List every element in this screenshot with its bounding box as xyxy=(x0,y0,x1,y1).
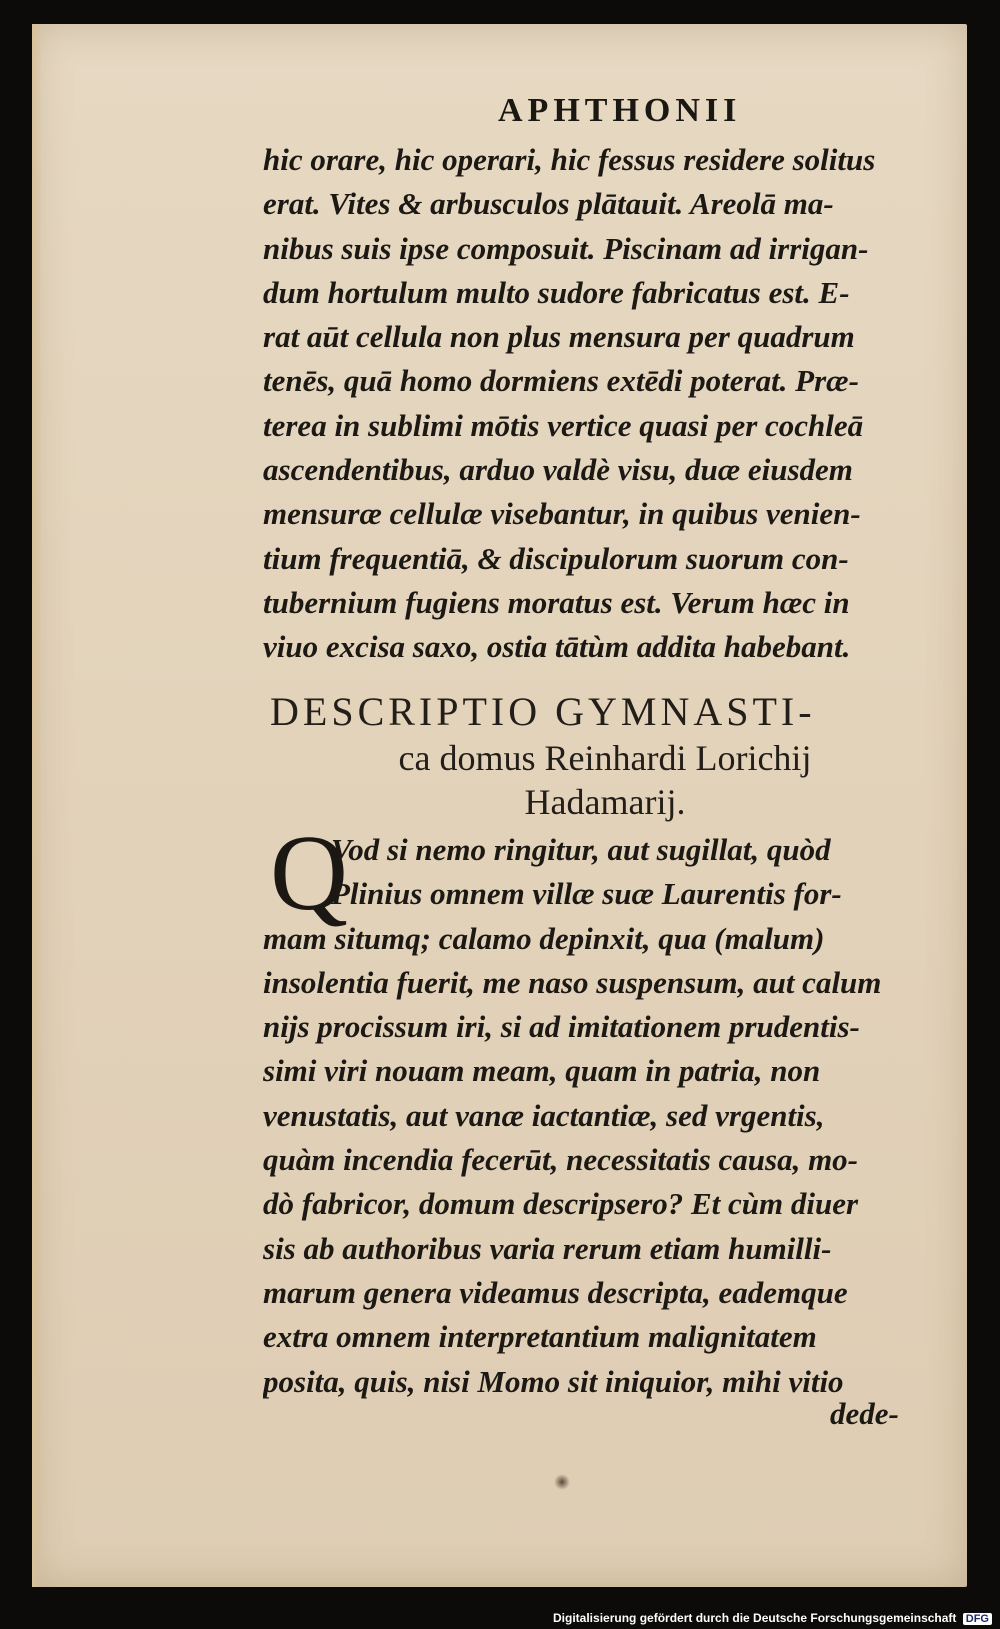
text-line: hic orare, hic operari, hic fessus residere solitus xyxy=(263,142,876,177)
digitization-footer xyxy=(553,1611,992,1625)
text-line: posita, quis, nisi Momo sit iniquior, mihi vitio xyxy=(263,1363,844,1399)
text-line: venustatis, aut vanæ iactantiæ, sed vrgentis, xyxy=(263,1097,825,1133)
text-line: simi viri nouam meam, quam in patria, non xyxy=(263,1053,821,1089)
text-line: erat. Vites & arbusculos plātauit. Areolā ma- xyxy=(263,186,834,222)
heading-line-2: ca domus Reinhardi Lorichij xyxy=(398,738,812,778)
text-line: Vod si nemo ringitur, aut sugillat, quòd xyxy=(331,832,831,867)
ink-smudge xyxy=(554,1474,570,1490)
text-line: marum genera videamus descripta, eademque xyxy=(263,1274,848,1310)
text-line: rat aūt cellula non plus mensura per quadrum xyxy=(263,319,855,355)
text-line: Plinius omnem villæ suæ Laurentis for- xyxy=(331,876,842,912)
text-line: nibus suis ipse composuit. Piscinam ad irrigan- xyxy=(263,230,869,266)
catchword: dede- xyxy=(830,1396,899,1431)
text-line: dò fabricor, domum descripsero? Et cùm diuer xyxy=(263,1186,859,1222)
paragraph-1 xyxy=(263,138,935,670)
text-line: extra omnem interpretantium malignitatem xyxy=(263,1319,817,1355)
text-line: dum hortulum multo sudore fabricatus est. E- xyxy=(263,274,850,310)
heading-line-3: Hadamarij. xyxy=(524,782,686,822)
paragraph-2 xyxy=(263,828,935,1404)
text-line: sis ab authoribus varia rerum etiam humilli- xyxy=(263,1230,832,1266)
dfg-logo: DFG xyxy=(963,1613,992,1625)
section-heading xyxy=(270,688,940,824)
footer-text: Digitalisierung gefördert durch die Deutsche Forschungsgemeinschaft xyxy=(553,1611,957,1625)
heading-line-1: DESCRIPTIO GYMNASTI- xyxy=(270,689,816,734)
text-line: mensuræ cellulæ visebantur, in quibus venien- xyxy=(263,496,861,532)
text-line: mam situmq; calamo depinxit, qua (malum) xyxy=(263,920,825,956)
text-line: viuo excisa saxo, ostia tātùm addita habebant. xyxy=(263,629,851,665)
text-line: nijs procissum iri, si ad imitationem prudentis- xyxy=(263,1009,860,1045)
text-line: insolentia fuerit, me naso suspensum, aut calum xyxy=(263,964,882,1000)
drop-capital: Q xyxy=(270,814,348,933)
running-head: APHTHONII xyxy=(498,92,742,129)
text-line: ascendentibus, arduo valdè visu, duæ eiusdem xyxy=(263,452,853,488)
page-edge xyxy=(32,24,42,1587)
text-line: tium frequentiā, & discipulorum suorum con- xyxy=(263,540,849,576)
text-line: quàm incendia fecerūt, necessitatis causa, mo- xyxy=(263,1142,859,1178)
text-line: terea in sublimi mōtis vertice quasi per cochleā xyxy=(263,407,864,443)
text-line: tubernium fugiens moratus est. Verum hæc in xyxy=(263,584,850,620)
text-line: tenēs, quā homo dormiens extēdi poterat. Præ- xyxy=(263,363,859,399)
